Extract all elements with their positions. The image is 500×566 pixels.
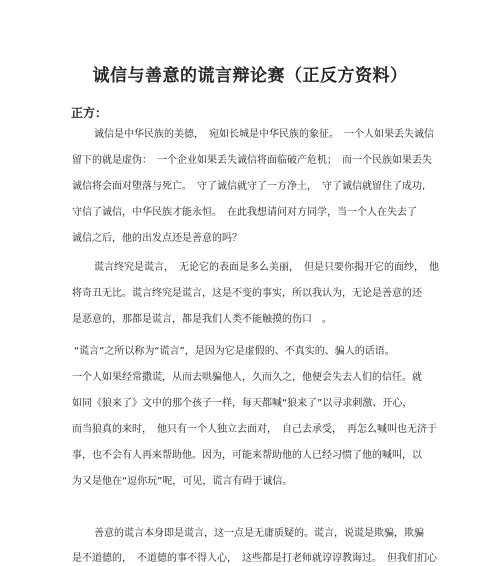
paragraph-line: 将奇丑无比。谎言终究是谎言，这是不变的事实，所以我认为，无论是善意的还 [72, 288, 422, 299]
paragraph-line: 而当狼真的来时， 他只有一个人独立去面对， 自己去承受， 再怎么喊叫也无济于 [72, 424, 437, 435]
paragraph-line: 诚信之后，他的出发点还是善意的吗？ [72, 233, 242, 244]
paragraph-line: 如同《狼来了》文中的那个孩子一样，每天都喊“狼来了”以寻求刺激、开心， [72, 398, 413, 409]
paragraph-line: 一个人如果经常撒谎，从而去哄骗他人，久而久之，他便会失去人们的信任。就 [72, 372, 422, 383]
paragraph-line: 留下的就是虚伪： 一个企业如果丢失诚信将面临破产危机； 而一个民族如果丢失 [72, 155, 432, 166]
paragraph-line: “谎言”之所以称为“谎言”，是因为它是虚假的、不真实的、骗人的话语。 [74, 346, 395, 357]
paragraph-line: 守信了诚信，中华民族才能永恒。 在此我想请问对方同学，当一个人在失去了 [72, 207, 417, 218]
paragraph-line: 事，也不会有人再来帮助他。因为，可能来帮助他的人已经习惯了他的喊叫，以 [72, 450, 422, 461]
paragraph-line: 诚信是中华民族的美德， 宛如长城是中华民族的象征。 一个人如果丢失诚信 [94, 129, 434, 140]
document-title: 诚信与善意的谎言辩论赛（正反方资料） [92, 66, 408, 86]
paragraph-line: 是恶意的，那都是谎言，都是我们人类不能触摸的伤口 。 [72, 314, 332, 325]
paragraph-line: 诚信将会面对堕落与死亡。 守了诚信就守了一方净土， 守了诚信就留住了成功, [72, 181, 426, 192]
paragraph-line: 为又是他在“逗你玩”呢，可见，谎言有碍于诚信。 [72, 476, 293, 487]
section-label: 正方： [71, 106, 108, 120]
paragraph-line: 谎言终究是谎言， 无论它的表面是多么美丽， 但是只要你揭开它的面纱， 他 [94, 262, 439, 273]
paragraph-line: 善意的谎言本身即是谎言，这一点是无庸质疑的。谎言，说谎是欺骗，欺骗 [94, 528, 424, 539]
paragraph-line: 是不道德的， 不道德的事不得人心， 这些都是打老师就谆谆教诲过。 但我们扪心 [72, 553, 437, 564]
